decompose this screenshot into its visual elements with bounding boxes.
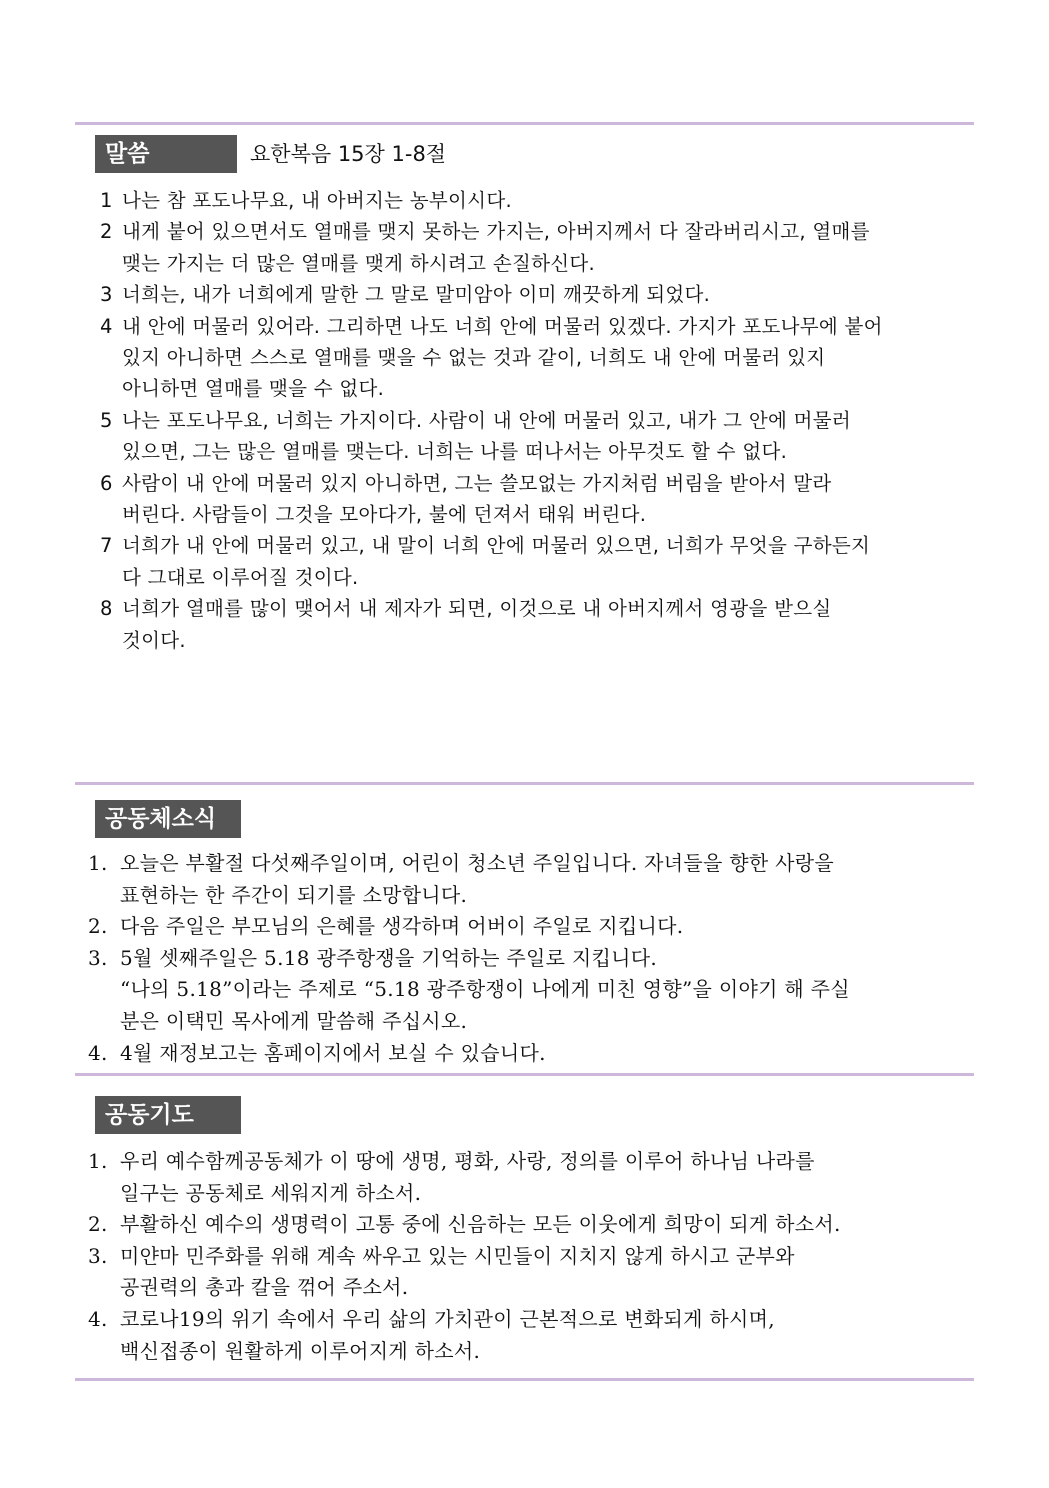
list-item-text: 우리 예수함께공동체가 이 땅에 생명, 평화, 사랑, 정의를 이루어 하나님 나라를 일구는 공동체로 세워지게 하소서. <box>120 1149 815 1205</box>
verse <box>100 311 980 405</box>
list-item-number: 2. <box>88 1212 108 1237</box>
list-item <box>88 1304 988 1367</box>
verse-number: 4 <box>100 314 113 338</box>
verse-text: 나는 포도나무요, 너희는 가지이다. 사람이 내 안에 머물러 있고, 내가 그 안에 머물러 있으면, 그는 많은 열매를 맺는다. 너희는 나를 떠나서는 아무것도 할 수 없다. <box>122 408 851 464</box>
verse-number: 3 <box>100 283 113 307</box>
news-list <box>88 848 988 1069</box>
verse-text: 사람이 내 안에 머물러 있지 아니하면, 그는 쓸모없는 가지처럼 버림을 받아서 말라 버린다. 사람들이 그것을 모아다가, 불에 던져서 태워 버린다. <box>122 471 832 527</box>
news-section-label: 공동체소식 <box>95 800 241 838</box>
list-item-number: 4. <box>88 1040 108 1065</box>
verse <box>100 279 980 310</box>
divider-prayer <box>75 1073 974 1076</box>
verse-text: 나는 참 포도나무요, 내 아버지는 농부이시다. <box>122 189 512 212</box>
list-item-text: 부활하신 예수의 생명력이 고통 중에 신음하는 모든 이웃에게 희망이 되게 하소서. <box>120 1212 841 1237</box>
list-item-text: 5월 셋째주일은 5.18 광주항쟁을 기억하는 주일로 지킵니다. “나의 5.18”이라는 주제로 “5.18 광주항쟁이 나에게 미친 영향”을 이야기 해 주실 분은 이택민 목사에게 말씀해 주십시오. <box>120 945 850 1033</box>
prayer-list <box>88 1146 988 1367</box>
list-item <box>88 1038 988 1070</box>
list-item-text: 다음 주일은 부모님의 은혜를 생각하며 어버이 주일로 지킵니다. <box>120 914 684 939</box>
divider-top <box>75 122 974 125</box>
list-item <box>88 911 988 943</box>
list-item-text: 오늘은 부활절 다섯째주일이며, 어린이 청소년 주일입니다. 자녀들을 향한 사랑을 표현하는 한 주간이 되기를 소망합니다. <box>120 851 835 907</box>
list-item <box>88 848 988 911</box>
list-item-number: 1. <box>88 851 108 875</box>
list-item <box>88 1146 988 1209</box>
divider-news <box>75 782 974 785</box>
scripture-passage <box>100 185 980 656</box>
verse-number: 7 <box>100 534 113 558</box>
divider-bottom <box>75 1378 974 1381</box>
list-item-text: 미얀마 민주화를 위해 계속 싸우고 있는 시민들이 지치지 않게 하시고 군부와 공권력의 총과 칼을 꺾어 주소서. <box>120 1243 795 1300</box>
verse <box>100 468 980 531</box>
scripture-reference: 요한복음 15장 1-8절 <box>250 142 447 166</box>
list-item <box>88 943 988 1038</box>
list-item-number: 4. <box>88 1306 108 1331</box>
verse-number: 8 <box>100 597 113 621</box>
verse-text: 너희는, 내가 너희에게 말한 그 말로 말미암아 이미 깨끗하게 되었다. <box>122 283 711 307</box>
verse-text: 너희가 열매를 많이 맺어서 내 제자가 되면, 이것으로 내 아버지께서 영광을 받으실 것이다. <box>122 597 832 652</box>
verse-number: 2 <box>100 220 113 244</box>
list-item-text: 코로나19의 위기 속에서 우리 삶의 가치관이 근본적으로 변화되게 하시며, 백신접종이 원활하게 이루어지게 하소서. <box>120 1306 775 1363</box>
verse-text: 내 안에 머물러 있어라. 그리하면 나도 너희 안에 머물러 있겠다. 가지가 포도나무에 붙어 있지 아니하면 스스로 열매를 맺을 수 없는 것과 같이, 너희도 내 안에 머물러 있지 아니하면 열매를 맺을 수 없다. <box>122 314 883 401</box>
list-item-number: 3. <box>88 945 108 970</box>
list-item-number: 1. <box>88 1149 108 1173</box>
verse <box>100 593 980 656</box>
prayer-section-label: 공동기도 <box>95 1096 241 1134</box>
verse <box>100 530 980 593</box>
verse <box>100 185 980 216</box>
list-item-number: 3. <box>88 1243 108 1268</box>
list-item-number: 2. <box>88 914 108 939</box>
list-item <box>88 1241 988 1304</box>
list-item <box>88 1209 988 1241</box>
verse-number: 5 <box>100 408 113 432</box>
verse-number: 6 <box>100 471 113 495</box>
verse-text: 내게 붙어 있으면서도 열매를 맺지 못하는 가지는, 아버지께서 다 잘라버리시고, 열매를 맺는 가지는 더 많은 열매를 맺게 하시려고 손질하신다. <box>122 220 870 275</box>
verse-number: 1 <box>100 189 113 212</box>
sermon-section-label: 말씀 <box>95 135 237 173</box>
list-item-text: 4월 재정보고는 홈페이지에서 보실 수 있습니다. <box>120 1040 546 1065</box>
verse <box>100 405 980 468</box>
verse <box>100 216 980 279</box>
verse-text: 너희가 내 안에 머물러 있고, 내 말이 너희 안에 머물러 있으면, 너희가 무엇을 구하든지 다 그대로 이루어질 것이다. <box>122 534 871 589</box>
